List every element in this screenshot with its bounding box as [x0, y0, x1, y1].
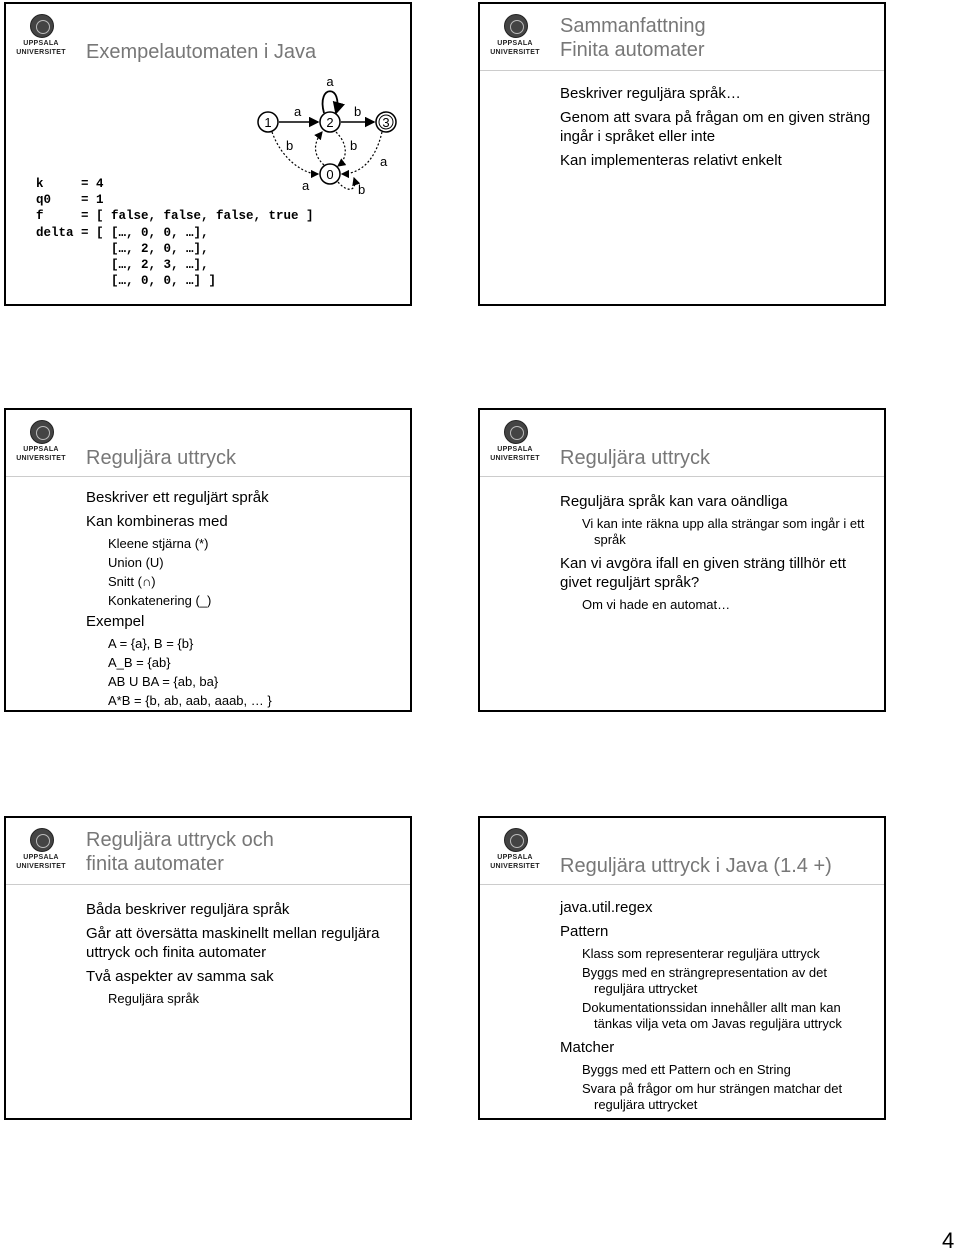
code-line: […, 2, 0, …],: [36, 241, 209, 256]
dfa-edge-0-loop: [338, 178, 355, 189]
bullet: Pattern: [560, 923, 609, 940]
title-line2: Finita automater: [560, 39, 705, 61]
slide-title: Exempelautomaten i Java: [86, 41, 317, 63]
university-seal-icon: [504, 420, 528, 444]
slide-body: [560, 898, 874, 1116]
sub-bullet: Union (U): [108, 555, 164, 570]
code-line: […, 0, 0, …] ]: [36, 274, 217, 289]
dfa-label-2-0: b: [350, 138, 358, 153]
uppsala-logo: [12, 14, 70, 64]
dfa-state-2: [320, 112, 340, 132]
uppsala-logo: [486, 14, 544, 64]
slide-uttryck-i-java: [478, 816, 886, 1120]
sub-bullet: Byggs med en strängrepresentation av det reguljära uttrycket: [582, 965, 827, 996]
slide-title: [86, 828, 274, 876]
university-seal-icon: [30, 828, 54, 852]
slide-title: Reguljära uttryck i Java (1.4 +): [560, 855, 832, 877]
title-line1: Reguljära uttryck och: [86, 829, 274, 851]
bullet: Båda beskriver reguljära språk: [86, 901, 290, 918]
title-divider: [6, 476, 410, 477]
bullet: Går att översätta maskinellt mellan reguljära uttryck och finita automater: [86, 925, 380, 961]
page-number: 4: [942, 1228, 955, 1253]
svg-text:3: 3: [382, 115, 390, 130]
svg-text:2: 2: [326, 115, 334, 130]
logo-line1: UPPSALA: [23, 854, 59, 861]
svg-text:1: 1: [264, 115, 272, 130]
slide-title: [560, 14, 706, 62]
uppsala-logo: [12, 420, 70, 470]
sub-bullet: Byggs med ett Pattern och en String: [582, 1062, 791, 1077]
title-divider: [480, 476, 884, 477]
logo-line1: UPPSALA: [23, 40, 59, 47]
dfa-state-3: [376, 112, 396, 132]
code-line: delta = [ […, 0, 0, …],: [36, 225, 209, 240]
dfa-state-1: [258, 112, 278, 132]
logo-line2: UNIVERSITET: [16, 455, 66, 462]
code-line: k = 4: [36, 177, 104, 191]
slide-body: [560, 492, 874, 616]
university-seal-icon: [30, 420, 54, 444]
svg-text:0: 0: [326, 167, 334, 182]
logo-line2: UNIVERSITET: [16, 49, 66, 56]
title-line1: Sammanfattning: [560, 15, 706, 37]
sub-bullet: Reguljära språk: [108, 991, 200, 1006]
logo-line2: UNIVERSITET: [16, 863, 66, 870]
logo-line1: UPPSALA: [23, 446, 59, 453]
slide-uttryck-och-automater: [4, 816, 412, 1120]
slide-exempelautomaten: [4, 2, 412, 306]
logo-line1: UPPSALA: [497, 446, 533, 453]
sub-bullet: Klass som representerar reguljära uttryck: [582, 946, 820, 961]
bullet: Reguljära språk kan vara oändliga: [560, 493, 788, 510]
dfa-edge-0-2: [316, 132, 325, 165]
logo-line2: UNIVERSITET: [490, 49, 540, 56]
dfa-edge-3-0: [342, 132, 382, 174]
dfa-label-3-0: a: [380, 154, 388, 169]
bullet: Beskriver ett reguljärt språk: [86, 489, 269, 506]
logo-line1: UPPSALA: [497, 854, 533, 861]
bullet: Genom att svara på frågan om en given sträng ingår i språket eller inte: [560, 109, 871, 145]
university-seal-icon: [504, 14, 528, 38]
uppsala-logo: [486, 420, 544, 470]
bullet: Två aspekter av samma sak: [86, 968, 274, 985]
dfa-edge-1-0: [272, 132, 318, 174]
dfa-label-loop-a: a: [326, 74, 334, 89]
sub-bullet: Vi kan inte räkna upp alla strängar som ingår i ett språk: [582, 516, 865, 547]
dfa-label-0-loop: b: [358, 182, 366, 197]
dfa-label-2-3: b: [354, 104, 362, 119]
code-line: […, 2, 3, …],: [36, 258, 209, 273]
bullet: Kan vi avgöra ifall en given sträng tillhör ett givet reguljärt språk?: [560, 555, 846, 591]
code-line: f = [ false, false, false, true ]: [36, 209, 314, 224]
dfa-edge-2-0: [336, 132, 345, 166]
sub-bullet: A = {a}, B = {b}: [108, 636, 194, 651]
slide-regularjara-uttryck-2: [478, 408, 886, 712]
university-seal-icon: [504, 828, 528, 852]
title-divider: [480, 70, 884, 71]
dfa-label-0-2: a: [302, 178, 310, 193]
slide-title: Reguljära uttryck: [86, 447, 237, 469]
java-code-block: [36, 176, 314, 289]
bullet: Kan kombineras med: [86, 513, 228, 530]
bullet: Beskriver reguljära språk…: [560, 85, 741, 102]
logo-line2: UNIVERSITET: [490, 455, 540, 462]
bullet: Kan implementeras relativt enkelt: [560, 152, 782, 169]
logo-line2: UNIVERSITET: [490, 863, 540, 870]
slide-regularjara-uttryck-1: [4, 408, 412, 712]
slide-title: Reguljära uttryck: [560, 447, 711, 469]
uppsala-logo: [486, 828, 544, 878]
sub-bullet: Konkatenering (_): [108, 593, 212, 608]
dfa-label-1-2: a: [294, 104, 302, 119]
sub-bullet: Om vi hade en automat…: [582, 597, 731, 612]
slide-sammanfattning: [478, 2, 886, 306]
slide-body: [86, 900, 400, 1010]
logo-line1: UPPSALA: [497, 40, 533, 47]
sub-bullet: Dokumentationssidan innehåller allt man kan tänkas vilja veta om Javas reguljära uttryck: [582, 1000, 842, 1031]
sub-bullet: AB U BA = {ab, ba}: [108, 674, 219, 689]
bullet: Matcher: [560, 1039, 615, 1056]
uppsala-logo: [12, 828, 70, 878]
slide-body: [86, 488, 400, 712]
sub-bullet: A*B = {b, ab, aab, aaab, … }: [108, 693, 272, 708]
dfa-edge-loop-2: [323, 91, 338, 113]
slide-body: [560, 84, 874, 175]
sub-bullet: Kleene stjärna (*): [108, 536, 209, 551]
bullet: java.util.regex: [560, 899, 653, 916]
title-line2: finita automater: [86, 853, 224, 875]
sub-bullet: Snitt (∩): [108, 574, 156, 589]
code-line: q0 = 1: [36, 193, 104, 208]
dfa-label-1-0: b: [286, 138, 294, 153]
title-divider: [6, 884, 410, 885]
bullet: Exempel: [86, 613, 145, 630]
title-divider: [480, 884, 884, 885]
sub-bullet: A_B = {ab}: [108, 655, 171, 670]
university-seal-icon: [30, 14, 54, 38]
dfa-state-0: [320, 164, 340, 184]
sub-bullet: Svara på frågor om hur strängen matchar det reguljära uttrycket: [582, 1081, 843, 1112]
